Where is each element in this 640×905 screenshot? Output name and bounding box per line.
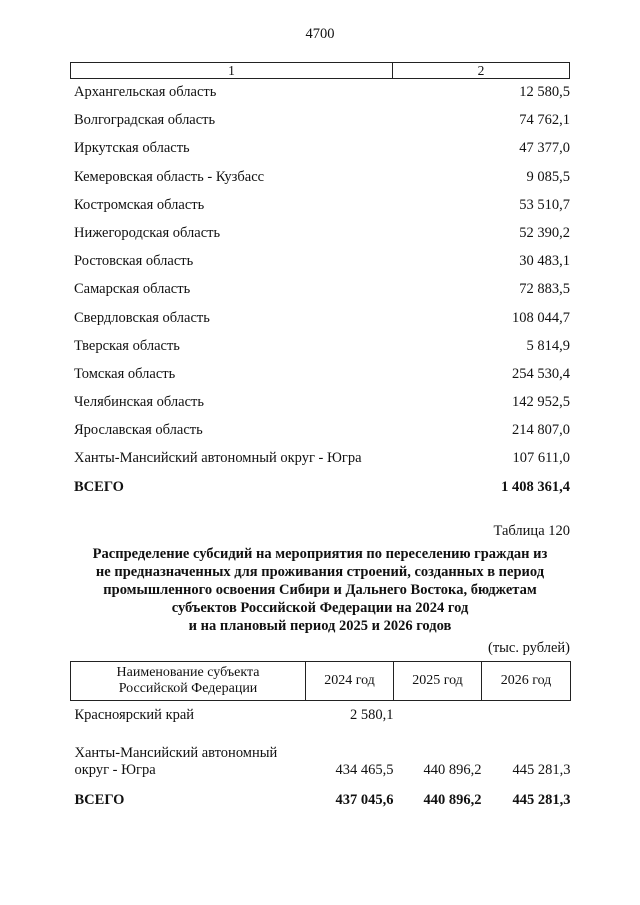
region-value: 254 530,4	[512, 365, 570, 382]
table-row	[74, 140, 570, 168]
region-list	[74, 84, 570, 507]
table-row	[74, 366, 570, 394]
total-2025: 440 896,2	[423, 791, 482, 808]
column-header-2026: 2026 год	[482, 662, 571, 701]
page-number: 4700	[305, 26, 335, 42]
caption-line: субъектов Российской Федерации на 2024 год	[171, 600, 469, 616]
value-2024: 2 580,1	[350, 707, 394, 723]
column-number-1: 1	[71, 63, 393, 78]
region-name: Самарская область	[74, 281, 191, 298]
value-2024: 434 465,5	[335, 762, 394, 778]
region-name: Ханты-Мансийский автономный округ - Югра	[74, 450, 362, 467]
caption-line: Распределение субсидий на мероприятия по переселению граждан из	[92, 546, 548, 562]
header-line: Наименование субъекта	[116, 665, 260, 680]
region-name: Томская область	[74, 365, 176, 382]
region-name: Архангельская область	[74, 84, 217, 100]
column-header-subject	[71, 662, 306, 701]
total-row	[74, 479, 570, 507]
region-value: 47 377,0	[519, 140, 570, 157]
region-name: Челябинская область	[74, 394, 204, 411]
total-2024: 437 045,6	[335, 791, 394, 808]
column-header-2025: 2025 год	[394, 662, 482, 701]
region-value: 53 510,7	[519, 196, 570, 213]
table-header-row	[71, 662, 571, 701]
subject-name	[71, 739, 306, 781]
table-row	[74, 281, 570, 309]
region-name: Ростовская область	[74, 253, 194, 270]
column-number-2: 2	[477, 63, 485, 78]
table-row	[74, 84, 570, 112]
total-label: ВСЕГО	[74, 791, 125, 808]
table-row	[74, 338, 570, 366]
region-value: 107 611,0	[512, 450, 570, 467]
subject-name-line: округ - Югра	[74, 762, 156, 778]
table-number: Таблица 120	[493, 523, 570, 539]
table-row	[74, 310, 570, 338]
region-name: Тверская область	[74, 337, 180, 354]
total-value: 1 408 361,4	[501, 478, 570, 495]
units-label: (тыс. рублей)	[488, 640, 570, 656]
region-name: Нижегородская область	[74, 224, 221, 241]
region-name: Костромская область	[74, 196, 205, 213]
region-value: 72 883,5	[519, 281, 570, 298]
region-value: 52 390,2	[519, 224, 570, 241]
header-line: Российской Федерации	[118, 681, 258, 696]
region-value: 108 044,7	[512, 309, 570, 326]
table-row	[74, 197, 570, 225]
subject-name: Красноярский край	[74, 707, 195, 723]
table-row	[71, 701, 571, 740]
region-name: Свердловская область	[74, 309, 210, 326]
caption-line: не предназначенных для проживания строений, созданных в период	[95, 564, 545, 580]
table-row	[74, 253, 570, 281]
value-2026: 445 281,3	[512, 762, 571, 778]
subject-name-line: Ханты-Мансийский автономный	[74, 745, 278, 761]
region-value: 12 580,5	[519, 84, 570, 100]
region-value: 214 807,0	[512, 422, 570, 439]
total-row	[71, 781, 571, 819]
caption-line: промышленного освоения Сибири и Дальнего Востока, бюджетам	[103, 582, 537, 598]
region-value: 74 762,1	[519, 112, 570, 129]
subsidy-table	[70, 661, 571, 819]
region-name: Ярославская область	[74, 422, 203, 439]
region-name: Волгоградская область	[74, 112, 216, 129]
region-value: 9 085,5	[526, 168, 570, 185]
region-value: 142 952,5	[512, 394, 570, 411]
region-name: Кемеровская область - Кузбасс	[74, 168, 265, 185]
total-2026: 445 281,3	[512, 791, 571, 808]
region-name: Иркутская область	[74, 140, 190, 157]
region-value: 30 483,1	[519, 253, 570, 270]
value-2025	[394, 701, 482, 740]
column-header-2024: 2024 год	[306, 662, 394, 701]
table-row	[74, 169, 570, 197]
value-2025: 440 896,2	[423, 762, 482, 778]
caption-line: и на плановый период 2025 и 2026 годов	[188, 618, 452, 634]
table-column-header	[70, 62, 570, 79]
table-caption	[70, 545, 570, 635]
region-value: 5 814,9	[526, 337, 570, 354]
table-row	[74, 394, 570, 422]
total-label: ВСЕГО	[74, 478, 124, 495]
table-row	[74, 112, 570, 140]
table-row	[74, 450, 570, 478]
value-2026	[482, 701, 571, 740]
table-row	[74, 225, 570, 253]
table-row	[74, 422, 570, 450]
table-row	[71, 739, 571, 781]
